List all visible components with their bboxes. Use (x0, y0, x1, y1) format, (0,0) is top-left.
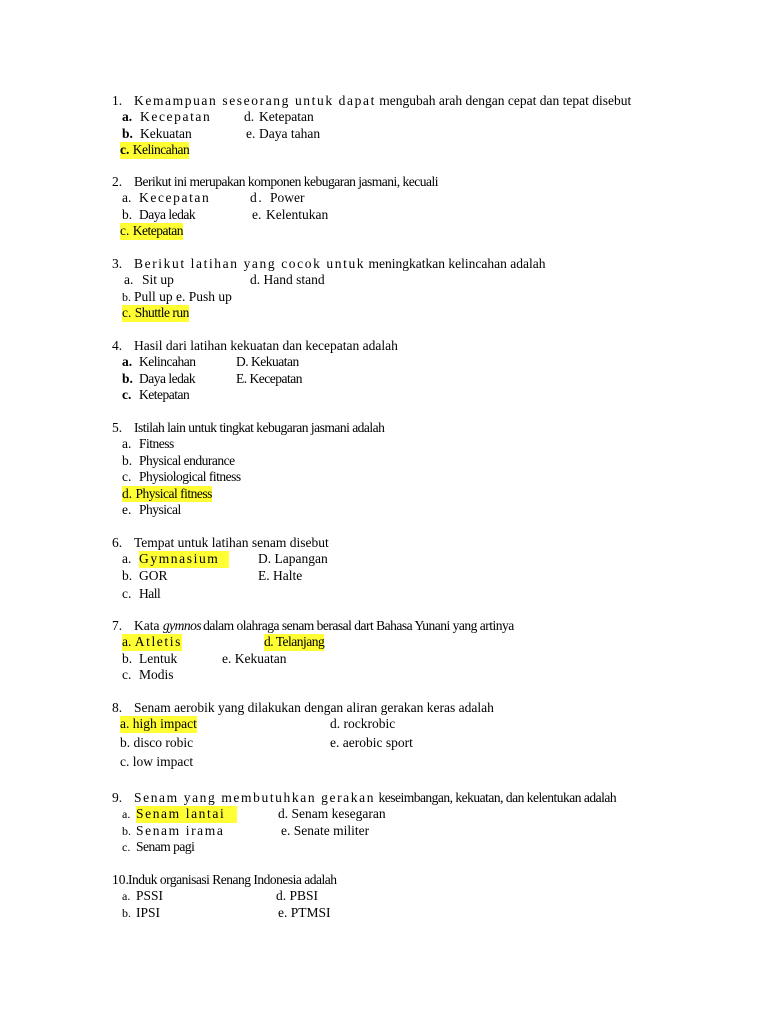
option-c: Ketepatan (139, 387, 190, 403)
option-key: a. (122, 109, 133, 125)
option-a: Kecepatan (140, 109, 212, 125)
option-key: a. (122, 551, 132, 567)
option-key: a. (122, 436, 132, 452)
option-e: E. Halte (258, 567, 303, 583)
question-number: 6. (112, 535, 123, 550)
option-d: d. PBSI (276, 888, 319, 904)
option-a-highlighted: Gymnasium (139, 551, 229, 567)
question-number: 2. (112, 174, 123, 189)
option-key: a. (122, 807, 131, 822)
option-c-highlighted: c. Kelincahan (120, 142, 190, 158)
option-key: a. (122, 354, 133, 370)
question-number: 5. (112, 420, 123, 435)
option-d-highlighted: d. Telanjang (264, 634, 325, 650)
question-8 (112, 700, 672, 771)
option-d: d. rockrobic (330, 716, 396, 732)
option-e: E. Kecepatan (236, 370, 302, 386)
question-text-cont: meningkatkan kelincahan adalah (368, 256, 546, 271)
option-key: a. (124, 272, 134, 288)
question-text: Induk organisasi Renang Indonesia adalah (128, 872, 337, 887)
option-b: GOR (139, 567, 168, 583)
option-key: b. (122, 567, 133, 583)
question-3 (112, 256, 672, 322)
option-b: Daya ledak (139, 370, 196, 386)
question-2 (112, 174, 672, 240)
option-key: b. (122, 650, 133, 666)
question-text: Tempat untuk latihan senam disebut (134, 535, 329, 550)
option-key: d. (244, 109, 255, 125)
option-a-highlighted: a. Atletis (122, 634, 182, 650)
option-key: e. (246, 125, 256, 141)
option-e: Kelentukan (266, 206, 329, 222)
question-number: 7. (112, 618, 123, 633)
option-e: e. Kekuatan (222, 650, 287, 666)
option-key: b. (122, 823, 131, 838)
option-key: a. (122, 190, 132, 206)
option-d-highlighted: d. Physical fitness (122, 485, 212, 501)
option-b: Pull up e. Push up (134, 288, 232, 304)
question-1 (112, 93, 672, 159)
option-key: c. (122, 667, 132, 683)
question-text: Kata (134, 618, 160, 633)
option-d: d. Senam kesegaran (278, 806, 386, 822)
option-key: b. (122, 452, 133, 468)
option-key: e. (122, 501, 132, 517)
option-c-highlighted: c. Shuttle run (122, 305, 189, 321)
option-key: b. (122, 125, 133, 141)
option-a-highlighted: Senam lantai (136, 806, 237, 822)
option-d: d. Hand stand (250, 272, 325, 288)
option-a: Fitness (139, 436, 174, 452)
question-number: 3. (112, 256, 123, 271)
question-text-cont: mengubah arah dengan cepat dan tepat disebut (379, 93, 632, 108)
question-number: 8. (112, 700, 123, 715)
option-key: d. (250, 190, 264, 206)
option-key: c. (122, 586, 132, 602)
option-d: Power (270, 190, 305, 206)
question-4 (112, 338, 672, 404)
question-text: Berikut ini merupakan komponen kebugaran jasmani, kecuali (134, 174, 439, 189)
option-a-highlighted: a. high impact (120, 716, 197, 732)
option-c: Senam pagi (136, 839, 195, 855)
option-e: e. aerobic sport (330, 734, 413, 750)
option-key: c. (122, 840, 131, 855)
option-e: Physical (139, 501, 181, 517)
option-b: IPSI (136, 904, 161, 920)
option-e: e. Senate militer (281, 822, 370, 838)
question-7 (112, 618, 672, 684)
question-text-italic: gymnos (162, 618, 202, 633)
option-b: Physical endurance (139, 452, 235, 468)
question-number: 10. (112, 872, 129, 887)
question-text: Berikut latihan yang cocok untuk (134, 256, 366, 271)
option-c: Physiological fitness (139, 469, 241, 485)
option-b: Kekuatan (140, 125, 192, 141)
option-d: D. Lapangan (258, 551, 328, 567)
option-a: Kelincahan (139, 354, 196, 370)
question-9 (112, 790, 672, 856)
option-b: Senam irama (136, 822, 225, 838)
option-c: Modis (139, 667, 174, 683)
question-number: 4. (112, 338, 123, 353)
option-a: Kecepatan (139, 190, 211, 206)
option-c: c. low impact (120, 754, 194, 770)
option-key: b. (122, 370, 133, 386)
option-b: Daya ledak (139, 206, 196, 222)
option-a: PSSI (136, 888, 164, 904)
question-text: Senam aerobik yang dilakukan dengan aliran gerakan keras adalah (134, 700, 494, 715)
option-b: b. disco robic (120, 734, 194, 750)
question-text: Hasil dari latihan kekuatan dan kecepatan adalah (134, 338, 398, 353)
question-number: 9. (112, 790, 123, 805)
option-a: Sit up (142, 272, 174, 288)
question-6 (112, 535, 672, 603)
option-key: c. (122, 387, 132, 403)
option-key: b. (122, 905, 131, 920)
option-b: Lentuk (139, 650, 178, 666)
option-key: c. (122, 469, 132, 485)
option-key: a. (122, 889, 131, 904)
question-number: 1. (112, 93, 123, 108)
question-text-cont: dalam olahraga senam berasal dart Bahasa Yunani yang artinya (203, 618, 514, 633)
option-e: e. PTMSI (278, 904, 331, 920)
option-c-highlighted: c. Ketepatan (120, 223, 183, 239)
question-text: Senam yang membutuhkan gerakan (134, 790, 376, 805)
option-d: D. Kekuatan (236, 354, 299, 370)
question-5 (112, 420, 672, 518)
question-text: Kemampuan seseorang untuk dapat (134, 93, 376, 108)
question-10 (112, 872, 672, 921)
question-text-cont: keseimbangan, kekuatan, dan kelentukan adalah (378, 790, 617, 805)
option-key: b. (122, 206, 133, 222)
option-d: Ketepatan (259, 109, 314, 125)
question-text: Istilah lain untuk tingkat kebugaran jasmani adalah (134, 420, 385, 435)
option-c: Hall (139, 586, 161, 602)
option-key: b. (122, 289, 131, 304)
option-e: Daya tahan (259, 125, 321, 141)
option-key: e. (252, 206, 262, 222)
